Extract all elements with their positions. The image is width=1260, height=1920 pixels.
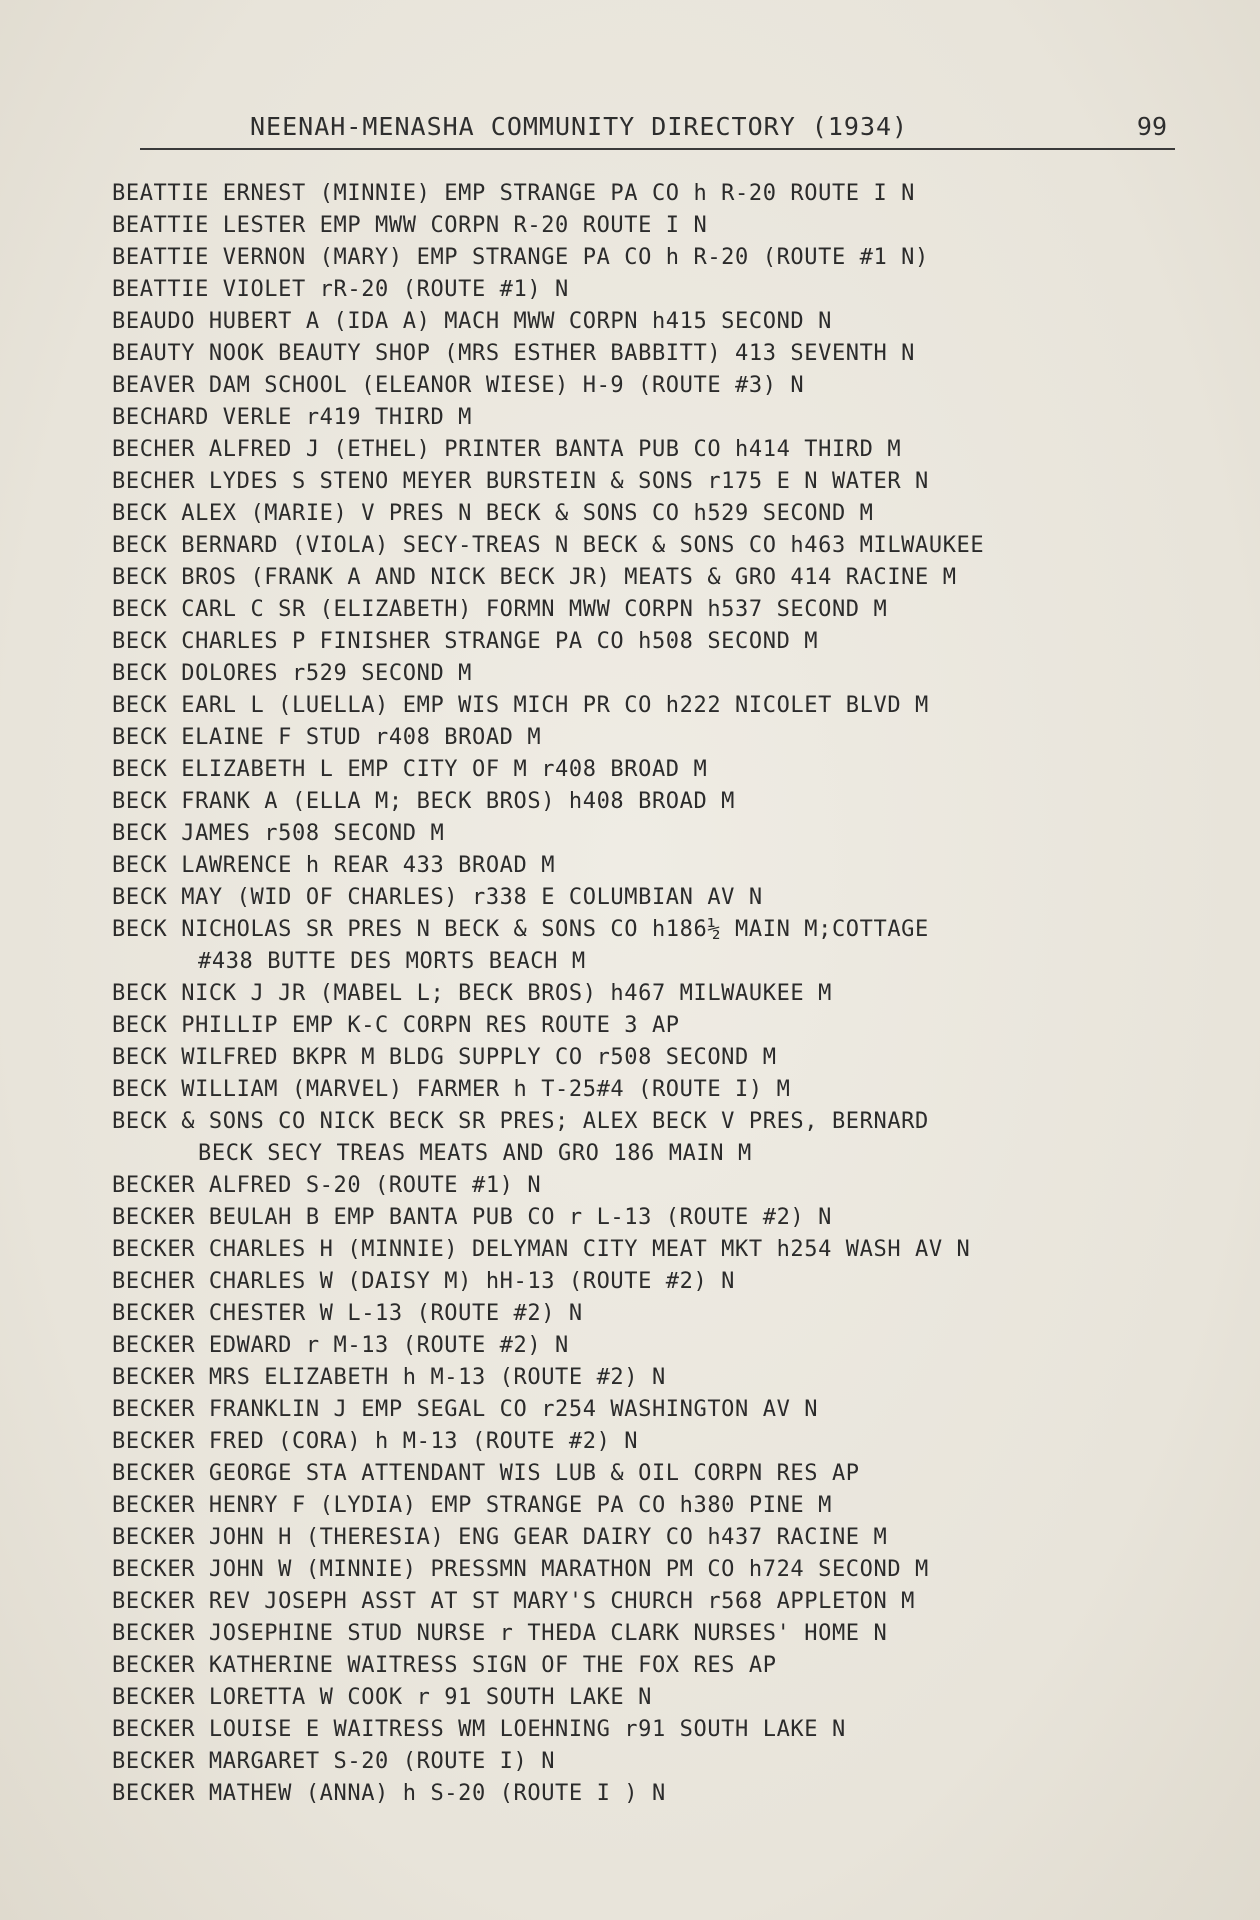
list-item: BECKER FRED (CORA) h M-13 (ROUTE #2) N bbox=[112, 1429, 639, 1454]
list-item: BECK & SONS CO NICK BECK SR PRES; ALEX BECK V PRES, BERNARD bbox=[112, 1109, 929, 1134]
list-item: BEATTIE VIOLET rR-20 (ROUTE #1) N bbox=[112, 277, 569, 302]
list-item: BECK ALEX (MARIE) V PRES N BECK & SONS CO h529 SECOND M bbox=[112, 501, 874, 526]
list-item: BECKER BEULAH B EMP BANTA PUB CO r L-13 (ROUTE #2) N bbox=[112, 1205, 832, 1230]
list-item: BECHER LYDES S STENO MEYER BURSTEIN & SONS r175 E N WATER N bbox=[112, 469, 929, 494]
list-item: BECKER MARGARET S-20 (ROUTE I) N bbox=[112, 1749, 556, 1774]
list-item: BECKER FRANKLIN J EMP SEGAL CO r254 WASHINGTON AV N bbox=[112, 1397, 819, 1422]
list-item-continuation: BECK SECY TREAS MEATS AND GRO 186 MAIN M bbox=[198, 1141, 752, 1166]
list-item: BECK NICHOLAS SR PRES N BECK & SONS CO h186½ MAIN M;COTTAGE bbox=[112, 917, 929, 942]
list-item: BECKER CHESTER W L-13 (ROUTE #2) N bbox=[112, 1301, 583, 1326]
list-item: BECK LAWRENCE h REAR 433 BROAD M bbox=[112, 853, 556, 878]
list-item: BECKER JOHN W (MINNIE) PRESSMN MARATHON PM CO h724 SECOND M bbox=[112, 1557, 929, 1582]
list-item: BECKER LORETTA W COOK r 91 SOUTH LAKE N bbox=[112, 1685, 652, 1710]
list-item: BECK DOLORES r529 SECOND M bbox=[112, 661, 472, 686]
list-item: BECK ELIZABETH L EMP CITY OF M r408 BROAD M bbox=[112, 757, 708, 782]
list-item: BECKER EDWARD r M-13 (ROUTE #2) N bbox=[112, 1333, 569, 1358]
list-item-continuation: #438 BUTTE DES MORTS BEACH M bbox=[198, 949, 586, 974]
list-item: BECKER JOSEPHINE STUD NURSE r THEDA CLARK NURSES' HOME N bbox=[112, 1621, 888, 1646]
list-item: BECKER JOHN H (THERESIA) ENG GEAR DAIRY CO h437 RACINE M bbox=[112, 1525, 888, 1550]
list-item: BEATTIE ERNEST (MINNIE) EMP STRANGE PA CO h R-20 ROUTE I N bbox=[112, 181, 916, 206]
list-item: BECK JAMES r508 SECOND M bbox=[112, 821, 445, 846]
list-item: BEAUDO HUBERT A (IDA A) MACH MWW CORPN h415 SECOND N bbox=[112, 309, 832, 334]
list-item: BECKER GEORGE STA ATTENDANT WIS LUB & OIL CORPN RES AP bbox=[112, 1461, 860, 1486]
page-title: NEENAH-MENASHA COMMUNITY DIRECTORY (1934) bbox=[250, 112, 909, 141]
directory-listing bbox=[112, 178, 1192, 1810]
list-item: BECK NICK J JR (MABEL L; BECK BROS) h467 MILWAUKEE M bbox=[112, 981, 832, 1006]
list-item: BECK WILFRED BKPR M BLDG SUPPLY CO r508 SECOND M bbox=[112, 1045, 777, 1070]
list-item: BEATTIE LESTER EMP MWW CORPN R-20 ROUTE I N bbox=[112, 213, 708, 238]
list-item: BECKER REV JOSEPH ASST AT ST MARY'S CHURCH r568 APPLETON M bbox=[112, 1589, 916, 1614]
list-item: BECK PHILLIP EMP K-C CORPN RES ROUTE 3 AP bbox=[112, 1013, 680, 1038]
list-item: BECKER ALFRED S-20 (ROUTE #1) N bbox=[112, 1173, 542, 1198]
list-item: BECK BERNARD (VIOLA) SECY-TREAS N BECK & SONS CO h463 MILWAUKEE bbox=[112, 533, 985, 558]
list-item: BECKER KATHERINE WAITRESS SIGN OF THE FOX RES AP bbox=[112, 1653, 777, 1678]
list-item: BEAUTY NOOK BEAUTY SHOP (MRS ESTHER BABBITT) 413 SEVENTH N bbox=[112, 341, 916, 366]
list-item: BECK CHARLES P FINISHER STRANGE PA CO h508 SECOND M bbox=[112, 629, 819, 654]
list-item: BECKER HENRY F (LYDIA) EMP STRANGE PA CO h380 PINE M bbox=[112, 1493, 832, 1518]
page-header bbox=[140, 108, 1175, 150]
list-item: BEATTIE VERNON (MARY) EMP STRANGE PA CO h R-20 (ROUTE #1 N) bbox=[112, 245, 929, 270]
list-item: BECK FRANK A (ELLA M; BECK BROS) h408 BROAD M bbox=[112, 789, 736, 814]
list-item: BECHER CHARLES W (DAISY M) hH-13 (ROUTE #2) N bbox=[112, 1269, 736, 1294]
list-item: BECK CARL C SR (ELIZABETH) FORMN MWW CORPN h537 SECOND M bbox=[112, 597, 888, 622]
list-item: BECK MAY (WID OF CHARLES) r338 E COLUMBIAN AV N bbox=[112, 885, 763, 910]
list-item: BECHER ALFRED J (ETHEL) PRINTER BANTA PUB CO h414 THIRD M bbox=[112, 437, 902, 462]
list-item: BECHARD VERLE r419 THIRD M bbox=[112, 405, 472, 430]
list-item: BECK BROS (FRANK A AND NICK BECK JR) MEATS & GRO 414 RACINE M bbox=[112, 565, 957, 590]
list-item: BEAVER DAM SCHOOL (ELEANOR WIESE) H-9 (ROUTE #3) N bbox=[112, 373, 805, 398]
list-item: BECK EARL L (LUELLA) EMP WIS MICH PR CO h222 NICOLET BLVD M bbox=[112, 693, 929, 718]
list-item: BECKER CHARLES H (MINNIE) DELYMAN CITY MEAT MKT h254 WASH AV N bbox=[112, 1237, 971, 1262]
list-item: BECKER MRS ELIZABETH h M-13 (ROUTE #2) N bbox=[112, 1365, 666, 1390]
list-item: BECKER LOUISE E WAITRESS WM LOEHNING r91 SOUTH LAKE N bbox=[112, 1717, 846, 1742]
list-item: BECK WILLIAM (MARVEL) FARMER h T-25#4 (ROUTE I) M bbox=[112, 1077, 791, 1102]
page-number: 99 bbox=[1136, 112, 1167, 141]
list-item: BECK ELAINE F STUD r408 BROAD M bbox=[112, 725, 542, 750]
list-item: BECKER MATHEW (ANNA) h S-20 (ROUTE I ) N bbox=[112, 1781, 666, 1806]
